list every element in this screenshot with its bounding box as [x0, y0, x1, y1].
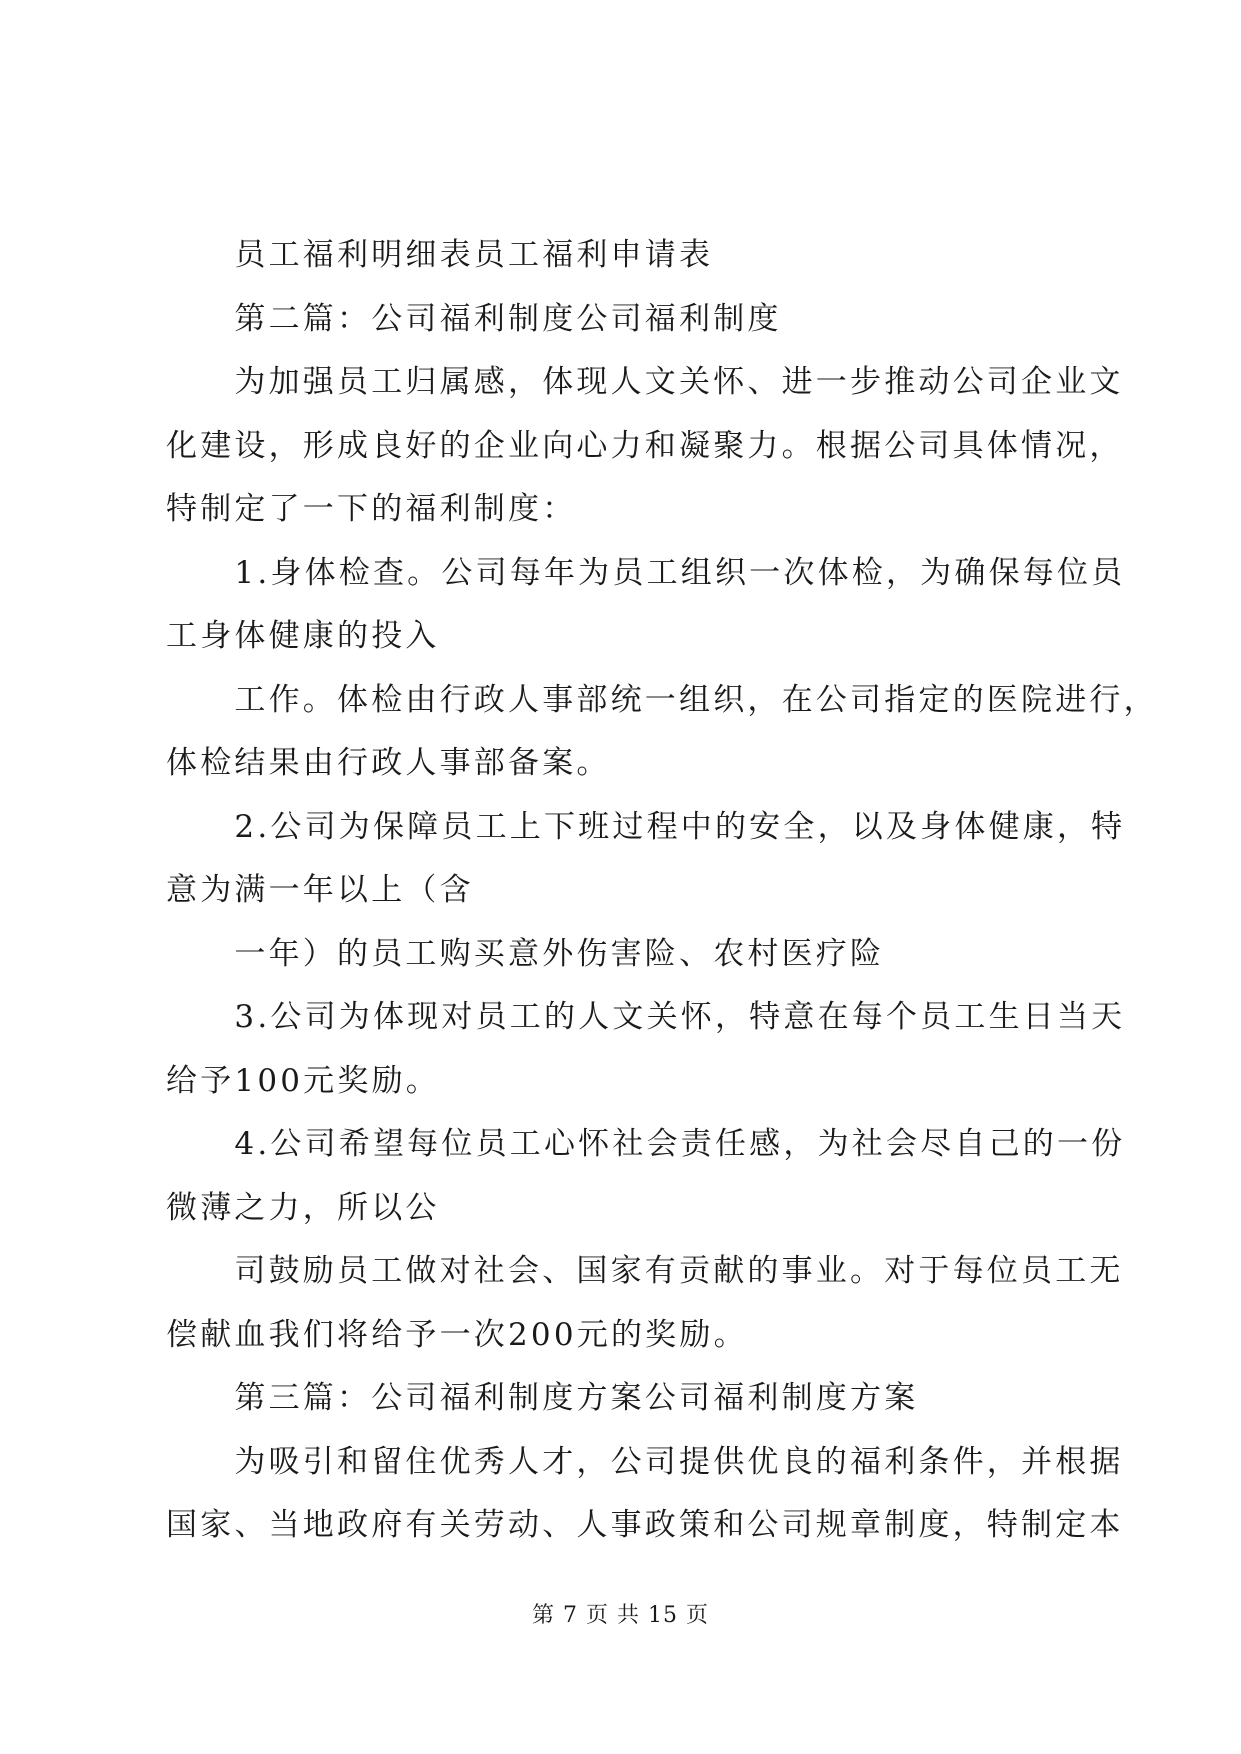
text-line: 一年）的员工购买意外伤害险、农村医疗险: [166, 935, 885, 972]
text-line: 为吸引和留住优秀人才，公司提供优良的福利条件，并根据: [166, 1443, 1124, 1480]
text-line: 体检结果由行政人事部备案。: [166, 745, 611, 781]
text-line: 意为满一年以上（含: [166, 872, 474, 908]
section-heading: [166, 1367, 1096, 1431]
paragraph: [166, 224, 1096, 288]
text-line: 第三篇：公司福利制度方案公司福利制度方案: [166, 1380, 919, 1416]
paragraph: [166, 1431, 1124, 1558]
text-line: 为加强员工归属感，体现人文关怀、进一步推动公司企业文: [166, 364, 1124, 400]
paragraph: [166, 923, 1096, 987]
paragraph: [166, 351, 1124, 542]
text-line: 1.身体检查。公司每年为员工组织一次体检，为确保每位员: [166, 554, 1126, 591]
paragraph: [166, 542, 1126, 669]
paragraph: [166, 1113, 1126, 1240]
document-body: [166, 224, 1158, 1558]
text-line: 偿献血我们将给予一次200元的奖励。: [166, 1316, 748, 1353]
text-line: 员工福利明细表员工福利申请表: [166, 237, 714, 273]
text-line: 国家、当地政府有关劳动、人事政策和公司规章制度，特制定本: [166, 1507, 1124, 1543]
section-heading: [166, 288, 1096, 352]
text-line: 工作。体检由行政人事部统一组织，在公司指定的医院进行，: [166, 681, 1158, 718]
text-line: 给予100元奖励。: [166, 1062, 440, 1099]
text-line: 4.公司希望每位员工心怀社会责任感，为社会尽自己的一份: [166, 1126, 1126, 1162]
text-line: 3.公司为体现对员工的人文关怀，特意在每个员工生日当天: [166, 999, 1126, 1035]
text-line: 司鼓励员工做对社会、国家有贡献的事业。对于每位员工无: [166, 1253, 1124, 1289]
text-line: 化建设，形成良好的企业向心力和凝聚力。根据公司具体情况，: [166, 427, 1124, 464]
text-line: 工身体健康的投入: [166, 618, 440, 654]
paragraph: [166, 669, 1158, 796]
paragraph: [166, 1240, 1124, 1367]
paragraph: [166, 796, 1126, 923]
text-line: 2.公司为保障员工上下班过程中的安全，以及身体健康，特: [166, 808, 1126, 845]
paragraph: [166, 986, 1126, 1113]
text-line: 微薄之力，所以公: [166, 1189, 440, 1226]
page-number-footer: 第 7 页 共 15 页: [532, 1603, 709, 1628]
text-line: 第二篇：公司福利制度公司福利制度: [166, 300, 782, 337]
text-line: 特制定了一下的福利制度：: [166, 491, 577, 527]
